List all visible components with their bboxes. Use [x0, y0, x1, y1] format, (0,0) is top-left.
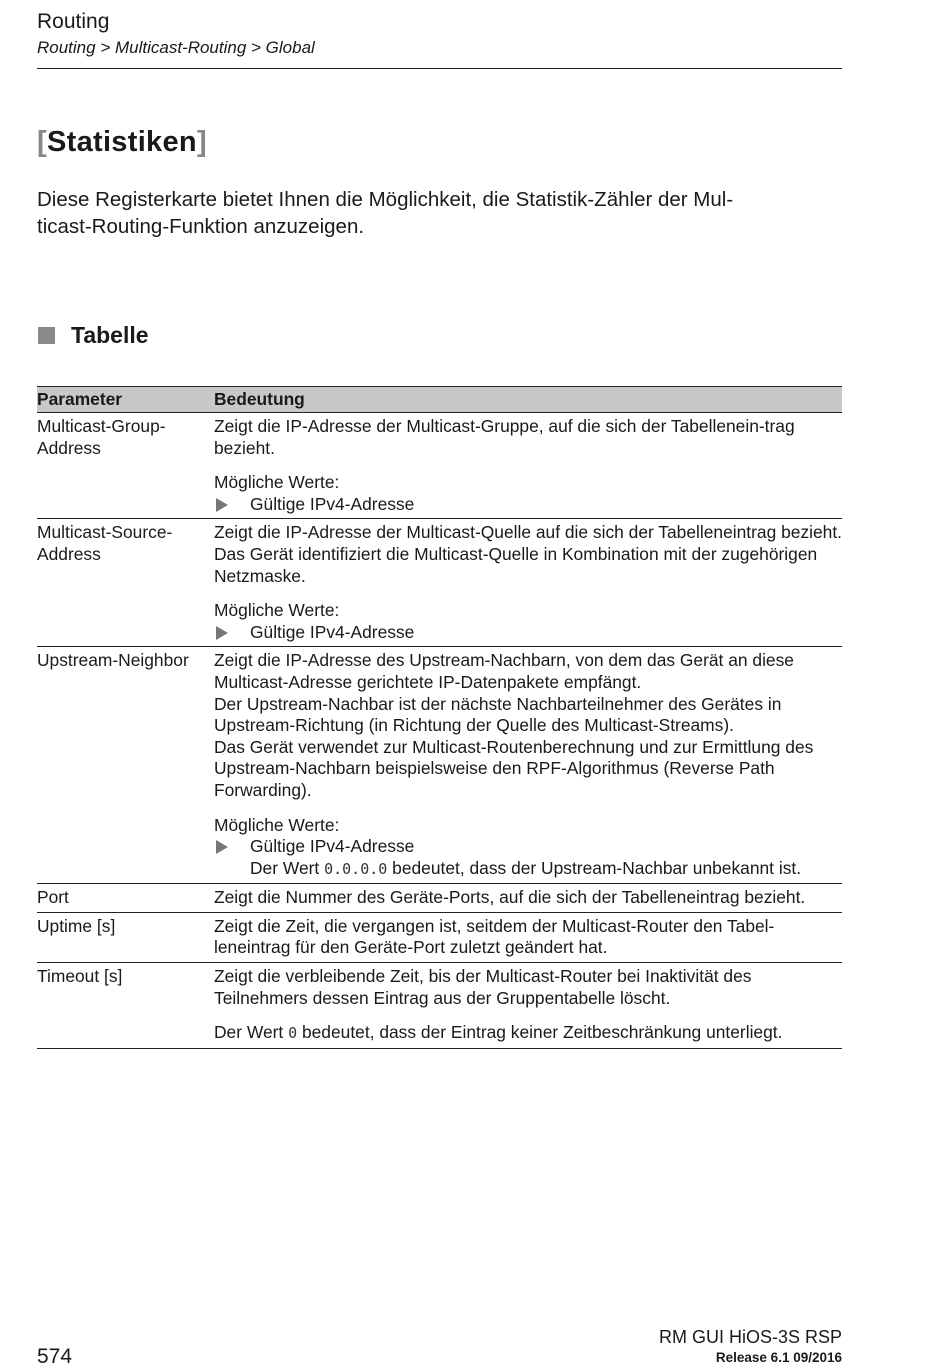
table-header-row [37, 387, 842, 413]
intro-paragraph [37, 186, 847, 240]
param-name: Uptime [s] [37, 915, 116, 936]
bullet-note-pre: Der Wert [250, 857, 320, 878]
subsection-title-text: Tabelle [71, 322, 149, 348]
section-title [37, 126, 207, 159]
table-row [37, 912, 842, 962]
subsection-title [38, 322, 149, 349]
param-description [214, 912, 842, 962]
description-text: Zeigt die IP-Adresse des Upstream-Nachbarn, von dem das Gerät an diese Multicast-Adresse gerichtete IP-Datenpakete empfängt. [214, 650, 794, 692]
bracket-open: [ [37, 126, 47, 158]
value-bullet [214, 836, 842, 880]
bullet-text: Gültige IPv4-Adresse [250, 493, 415, 514]
triangle-bullet-icon [216, 498, 228, 512]
table-row [37, 647, 842, 884]
note-pre: Der Wert [214, 1022, 284, 1043]
timeout-note [214, 1022, 842, 1045]
description-text: Zeigt die Zeit, die vergangen ist, seitdem der Multicast-Router den Tabel-leneintrag für den Geräte-Port zuletzt geändert hat. [214, 915, 775, 958]
bullet-text: Gültige IPv4-Adresse [250, 836, 415, 857]
bullet-note [250, 858, 801, 881]
value-bullet [214, 494, 842, 516]
param-description [214, 884, 842, 913]
bullet-note-post: bedeutet, dass der Upstream-Nachbar unbekannt ist. [392, 857, 802, 878]
intro-line-1: Diese Registerkarte bietet Ihnen die Möglichkeit, die Statistik-Zähler der Mul- [37, 188, 734, 211]
description-text: Zeigt die verbleibende Zeit, bis der Multicast-Router bei Inaktivität des Teilnehmers dessen Eintrag aus der Gruppentabelle löscht. [214, 966, 752, 1008]
param-description [214, 647, 842, 884]
possible-values-label: Mögliche Werte: [214, 600, 340, 621]
value-bullet [214, 622, 842, 644]
page-number: 574 [37, 1345, 73, 1368]
square-bullet-icon [38, 327, 55, 344]
footer-product: RM GUI HiOS-3S RSP [658, 1327, 842, 1347]
section-title-text: Statistiken [46, 126, 197, 158]
param-description [214, 519, 842, 647]
header-meaning: Bedeutung [214, 387, 842, 413]
param-name: Multicast-Source-Address [37, 522, 173, 564]
description-text: Zeigt die Nummer des Geräte-Ports, auf die sich der Tabelleneintrag bezieht. [214, 887, 806, 908]
table-row [37, 963, 842, 1049]
parameter-table [37, 386, 842, 1049]
table-row [37, 519, 842, 647]
header-title: Routing [37, 10, 110, 33]
triangle-bullet-icon [216, 626, 228, 640]
param-name: Port [37, 887, 69, 908]
footer-release: Release 6.1 09/2016 [715, 1350, 842, 1365]
bullet-note-code: 0.0.0.0 [324, 859, 388, 878]
description-text-3: Das Gerät verwendet zur Multicast-Routenberechnung und zur Ermittlung des Upstream-Nachbarn beispielsweise den RPF-Algorithmus (Reverse Path Forwarding). [214, 736, 814, 800]
description-text: Zeigt die IP-Adresse der Multicast-Quelle auf die sich der Tabelleneintrag bezieht. Das Gerät identifiziert die Multicast-Quelle in Kombination mit der zugehörigen Netzmaske. [214, 522, 843, 586]
note-code: 0 [288, 1024, 298, 1043]
header-divider [37, 68, 842, 69]
note-post: bedeutet, dass der Eintrag keiner Zeitbeschränkung unterliegt. [301, 1022, 783, 1043]
param-name: Upstream-Neighbor [37, 650, 189, 671]
bracket-close: ] [196, 126, 207, 158]
description-text: Zeigt die IP-Adresse der Multicast-Gruppe, auf die sich der Tabellenein-trag bezieht. [214, 416, 795, 458]
header-parameter: Parameter [37, 387, 214, 413]
param-description [214, 963, 842, 1049]
bullet-text: Gültige IPv4-Adresse [250, 621, 415, 642]
triangle-bullet-icon [216, 840, 228, 854]
breadcrumb: Routing > Multicast-Routing > Global [37, 38, 315, 57]
possible-values-label: Mögliche Werte: [214, 814, 340, 835]
param-name: Timeout [s] [37, 966, 123, 987]
possible-values-label: Mögliche Werte: [214, 472, 340, 493]
table-row [37, 884, 842, 913]
param-description [214, 413, 842, 519]
param-name: Multicast-Group-Address [37, 416, 166, 458]
description-text-2: Der Upstream-Nachbar ist der nächste Nachbarteilnehmer des Gerätes in Upstream-Richtung (in Richtung der Quelle des Multicast-Streams). [214, 693, 782, 736]
table-row [37, 413, 842, 519]
intro-line-2: ticast-Routing-Funktion anzuzeigen. [37, 215, 365, 238]
